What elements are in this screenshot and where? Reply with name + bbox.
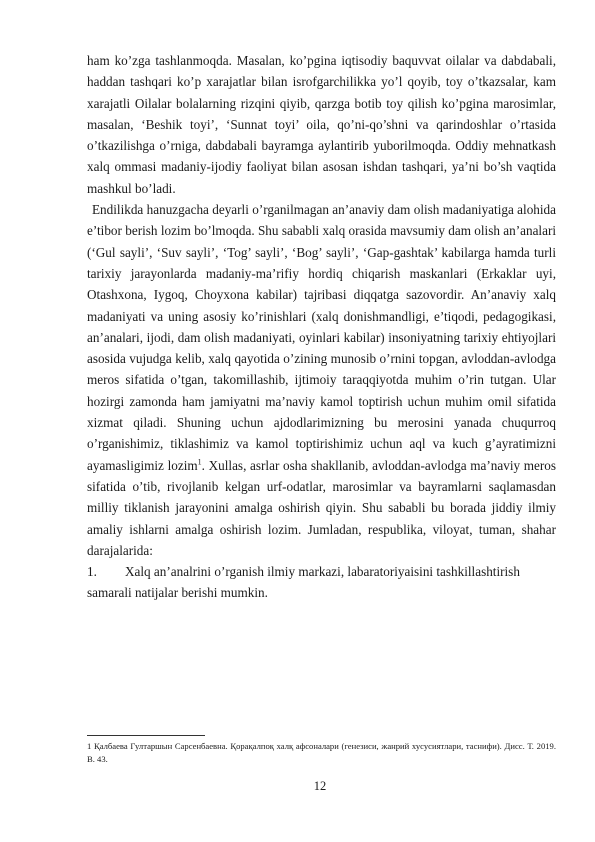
list-item: [87, 561, 556, 582]
footnote-ref[interactable]: 1: [197, 457, 202, 467]
paragraph-1: ham ko’zga tashlanmoqda. Masalan, ko’pgina iqtisodiy baquvvat oilalar va dabdabali, haddan tashqari ko’p xarajatlar bilan isrofgarchilikka yo’l qoyib, toy o’tkazsalar, kam xarajatli Oilalar bolalarning rizqini qiyib, qarzga botib toy qilish ko’pgina marosimlar, masalan, ‘Beshik toyi’, ‘Sunnat toyi’ oila, qo’ni-qo’shni va qarindoshlar o’rtasida o’tkazilishga o’rniga, dabdabali bayramga aylantirib yuborilmoqda. Oddiy mehnatkash xalq ommasi madaniy-ijodiy faoliyat bilan asosan ishdan tashqari, ya’ni bo’sh vaqtida mashkul bo’ladi.: [87, 53, 556, 196]
page-number: 12: [313, 779, 327, 793]
paragraph-2: [87, 199, 556, 561]
body-text: [87, 50, 556, 604]
list-item-number: 1.: [87, 564, 97, 580]
footnote-divider: [87, 735, 205, 736]
paragraph-2-text: Endilikda hanuzgacha deyarli o’rganilmagan an’anaviy dam olish madaniyatiga alohida e’tibor berish lozim bo’lmoqda. Shu sababli xalq orasida mavsumiy dam olish an’analari (‘Gul sayli’, ‘Suv sayli’, ‘Tog’ sayli’, ‘Bog’ sayli’, ‘Gap-gashtak’ kabilarga hamda turli tarixiy jarayonlarda madaniy-ma’rifiy hordiq chiqarish maskanlari (Erkaklar uyi, Otashxona, Iygoq, Choyxona kabilar) tajribasi diqqatga sazovordir. An’anaviy xalq madaniyati va uning asosiy ko’rinishlari (xalq donishmandligi, e’tiqodi, pedagogikasi, an’analari, ijodi, dam olish madaniyati, oyinlari kabilar) insoniyatning tarixiy ehtiyojlari asosida vujudga kelib, xalq qayotida o’zining munosib o’rnini topgan, avloddan-avlodga meros sifatida o’tgan, takomillashib, ijtimoiy taraqqiyotda muhim o’rin tutgan. Ular hozirgi zamonda ham jamiyatni ma’naviy kamol toptirish uchun muhim omil sifatida xizmat qiladi. Shuning uchun ajdodlarimizning bu merosini yanada chuqurroq o’rganishimiz, tiklashimiz va kamol toptirishimiz uchun aql va kuch g’ayratimizni ayamasligimiz lozim: [87, 202, 556, 473]
footnote-number: 1: [87, 741, 92, 751]
paragraph-2-text-cont: . Xullas, asrlar osha shakllanib, avloddan-avlodga ma’naviy meros sifatida o’tib, rivojlanib kelgan urf-odatlar, marosimlar va bayramlarni saqlamasdan milliy tiklanish jarayonini amalga oshirish qiyin. Shu sababli bu borada jiddiy ilmiy amaliy ishlarni amalga oshirish lozim. Jumladan, respublika, viloyat, tuman, shahar darajalarida:: [87, 457, 556, 558]
list-item-text: Xalq an’analrini o’rganish ilmiy markazi, labaratoriyaisini tashkillashtirish: [125, 564, 520, 580]
footnote: [87, 740, 556, 765]
footnote-text: Қалбаева Гултаршын Сарсенбаевна. Қорақалпоқ халқ афсоналари (генезиси, жанрий хусусиятлари, таснифи). Дисс. Т. 2019. В. 43.: [87, 741, 556, 764]
list-item-continuation: samarali natijalar berishi mumkin.: [87, 585, 268, 601]
